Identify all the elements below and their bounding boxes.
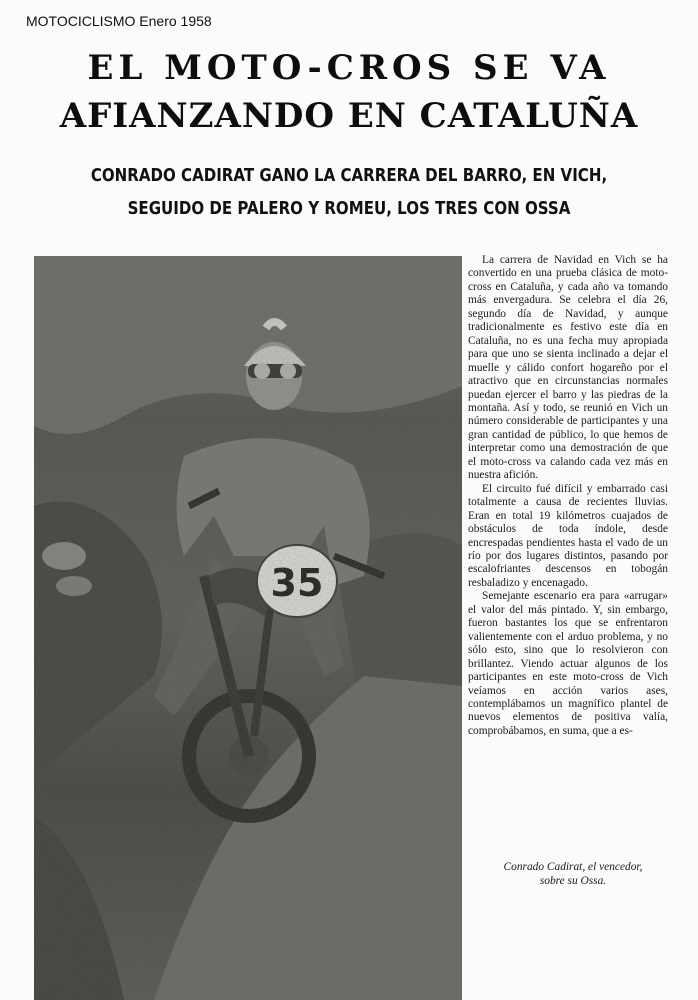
subheadline <box>49 160 649 226</box>
subheadline-line-2: SEGUIDO DE PALERO Y ROMEU, LOS TRES CON OSSA <box>127 199 571 219</box>
headline-line-2: AFIANZANDO EN CATALUÑA <box>59 96 639 136</box>
photo-caption <box>468 860 678 888</box>
article-paragraph: Semejante escenario era para «arrugar» el valor del más pintado. Y, sin embargo, fueron bastantes los que se enfrentaron valientemente con el arduo problema, y no sólo esto, sino que lo resolvieron con brillantez. Viendo actuar algunos de los participantes en este moto-cross de Vich veíamos en acción varios ases, contemplábamos un magnífico plantel de nuevos elementos de positiva valía, comprobábamos, en suma, que a es- <box>468 590 668 737</box>
headline <box>0 44 698 140</box>
rider-photo-illustration <box>34 256 462 1000</box>
caption-line-1: Conrado Cadirat, el vencedor, <box>503 861 643 873</box>
running-head: MOTOCICLISMO Enero 1958 <box>26 13 212 29</box>
article-paragraph: El circuito fué difícil y embarrado casi totalmente a causa de recientes lluvias. Eran en total 19 kilómetros cuajados de obstáculos de toda índole, desde encrespadas pendientes hasta el vado de un río por dos lugares distintos, pasando por escalofriantes descensos en tobogán resbaladizo y encenagado. <box>468 482 668 589</box>
article-body <box>468 254 668 738</box>
headline-line-1: EL MOTO-CROS SE VA <box>87 48 611 88</box>
subheadline-line-1: CONRADO CADIRAT GANO LA CARRERA DEL BARRO, EN VICH, <box>90 166 608 186</box>
article-paragraph: La carrera de Navidad en Vich se ha convertido en una prueba clásica de moto-cross en Cataluña, y cada año va tomando más envergadura. Se celebra el día 26, segundo día de Navidad, y aunque tradicionalmente es festivo este día en Cataluña, no es una fecha muy apropiada para que uno se sienta inclinado a dejar el muelle y cálido confort hogareño por el atractivo que en circunstancias normales puedan ejercer el barro y las piedras de la montaña. Así y todo, se reunió en Vich un número considerable de participantes y una gran cantidad de público, lo que hemos de interpretar como una demostración de que el moto-cross va calando cada vez más en nuestra afición. <box>468 254 668 482</box>
rider-photo <box>34 256 462 1000</box>
caption-line-2: sobre su Ossa. <box>539 875 607 887</box>
